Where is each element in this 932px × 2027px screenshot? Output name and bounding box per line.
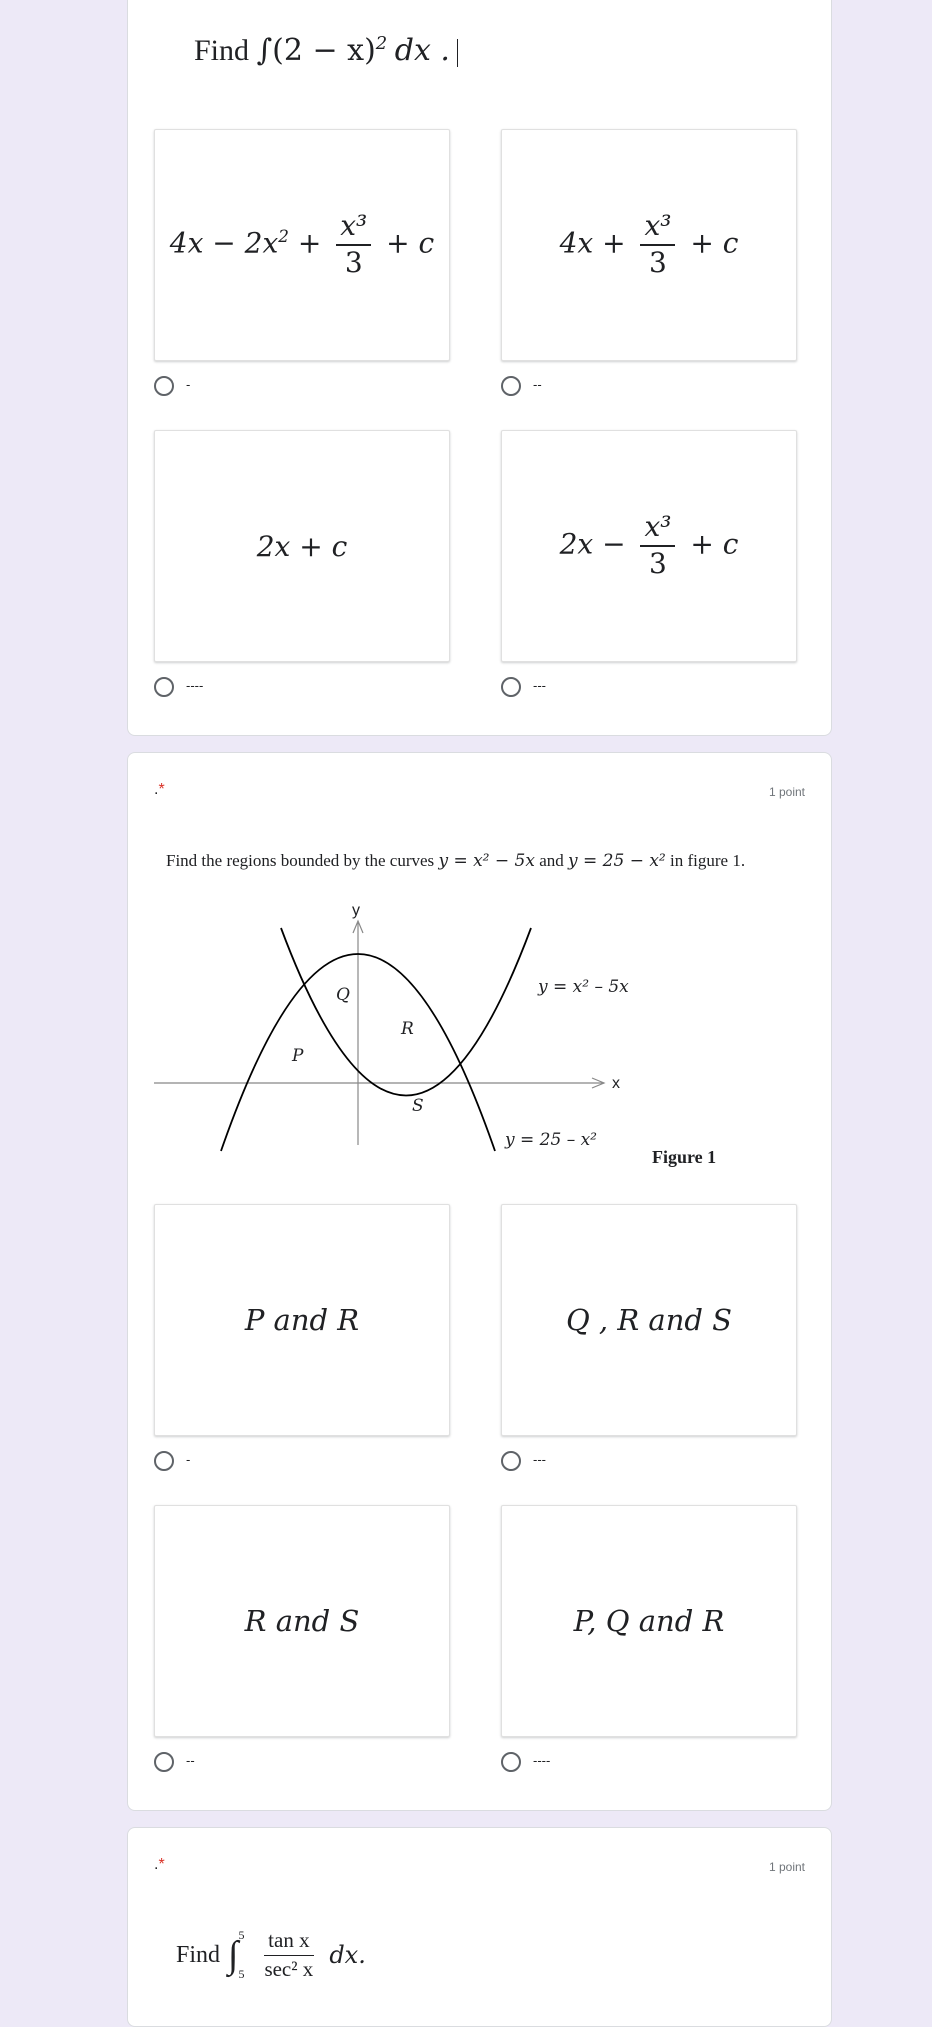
region-label-r: R <box>401 1019 414 1039</box>
q1-option-b-den: 3 <box>649 246 667 279</box>
q1-option-a-num: x³ <box>336 211 371 246</box>
q2-title-dot: . <box>154 781 159 798</box>
q1-option-d-tail: + c <box>690 527 739 561</box>
q3-title-dot: . <box>154 1856 159 1873</box>
q3-int-lower: 5 <box>238 1967 245 1981</box>
q2-figure-caption: Figure 1 <box>652 1147 717 1167</box>
q2-option-d-radio[interactable] <box>501 1752 521 1772</box>
q2-fig-eq2: y = 25 – x² <box>505 1130 597 1150</box>
q2-option-b-image[interactable] <box>501 1204 797 1436</box>
q2-option-a-image[interactable] <box>154 1204 450 1436</box>
question-card-3 <box>127 1827 832 2027</box>
region-label-q: Q <box>336 985 350 1005</box>
q1-option-b-radio[interactable] <box>501 376 521 396</box>
q1-option-b-part1: 4x + <box>559 226 626 260</box>
q1-option-d-image[interactable] <box>501 430 797 662</box>
q1-option-b-expr <box>560 211 739 279</box>
q2-prompt-tail: in figure 1. <box>670 851 746 870</box>
q2-points: 1 point <box>768 785 805 799</box>
q1-option-a-sup: 2 <box>278 226 289 247</box>
q2-option-c-text: R and S <box>244 1604 360 1638</box>
region-label-p: P <box>292 1046 304 1066</box>
q2-option-d-text: P, Q and R <box>573 1604 725 1638</box>
q1-prompt-math: ∫(2 − x) <box>256 33 376 68</box>
q1-option-a-plus: + <box>297 226 322 260</box>
q2-prompt <box>166 851 745 871</box>
q2-curve2: y = 25 − x² <box>568 851 666 871</box>
q2-option-b-radio[interactable] <box>501 1451 521 1471</box>
q1-option-a-den: 3 <box>344 246 363 279</box>
q1-option-b-num: x³ <box>640 211 675 246</box>
q3-prompt <box>176 1928 366 1982</box>
q1-option-d-radio[interactable] <box>501 677 521 697</box>
q1-option-c-image[interactable] <box>154 430 450 662</box>
q3-prompt-word: Find <box>176 1941 221 1968</box>
question-card-1 <box>127 0 832 736</box>
q1-option-d-den: 3 <box>649 547 667 580</box>
q2-option-a-radio[interactable] <box>154 1451 174 1471</box>
q1-option-c-radio[interactable] <box>154 677 174 697</box>
q1-option-c-expr: 2x + c <box>256 529 348 563</box>
q1-option-a-label: - <box>186 377 191 392</box>
q1-prompt-exp: 2 <box>375 33 388 54</box>
q2-option-b-label: --- <box>533 1452 546 1467</box>
q1-option-a-image[interactable] <box>154 129 450 361</box>
q1-option-b-image[interactable] <box>501 129 797 361</box>
q1-option-a-expr <box>170 211 434 279</box>
q1-option-b-tail: + c <box>690 226 739 260</box>
q1-prompt-tail: dx . <box>394 33 450 68</box>
q2-required-mark: * <box>158 781 165 798</box>
y-axis-label: y <box>352 902 360 919</box>
q2-option-c-radio[interactable] <box>154 1752 174 1772</box>
q2-prompt-text: Find the regions bounded by the curves <box>166 851 435 870</box>
q3-tail: dx. <box>329 1941 366 1969</box>
text-cursor <box>457 39 458 67</box>
x-axis-label: x <box>612 1075 620 1092</box>
q2-option-a-label: - <box>186 1452 191 1467</box>
q1-option-a-tail: + c <box>386 226 435 260</box>
question-card-2 <box>127 752 832 1811</box>
q2-option-c-label: -- <box>186 1753 195 1768</box>
q1-option-a-part1: 4x − 2x <box>169 226 279 260</box>
q2-curve1: y = x² − 5x <box>438 851 535 871</box>
curve-y-x2-minus-5x <box>281 928 531 1096</box>
q3-title <box>154 1856 165 1874</box>
q2-option-d-image[interactable] <box>501 1505 797 1737</box>
q1-option-b-label: -- <box>533 377 542 392</box>
q1-option-c-label: ---- <box>186 678 204 693</box>
q3-frac-den: sec² x <box>264 1956 314 1981</box>
q2-prompt-and: and <box>539 851 564 870</box>
q3-required-mark: * <box>158 1856 165 1873</box>
q1-prompt <box>194 33 458 68</box>
q1-prompt-word: Find <box>194 34 250 67</box>
q1-option-d-part1: 2x − <box>559 527 626 561</box>
q1-option-d-num: x³ <box>640 512 675 547</box>
region-label-s: S <box>412 1096 424 1116</box>
q2-option-b-text: Q , R and S <box>565 1303 733 1337</box>
q2-fig-eq1: y = x² – 5x <box>538 977 629 997</box>
q3-frac-num: tan x <box>264 1929 313 1955</box>
q3-int-upper: 5 <box>238 1928 245 1942</box>
q1-option-d-expr <box>560 512 739 580</box>
q2-option-c-image[interactable] <box>154 1505 450 1737</box>
integral-sign-icon: ∫ <box>228 1934 239 1976</box>
q2-title <box>154 781 165 799</box>
q2-option-d-label: ---- <box>533 1753 551 1768</box>
q2-option-a-text: P and R <box>244 1303 360 1337</box>
q1-option-d-label: --- <box>533 678 546 693</box>
q3-points: 1 point <box>768 1860 805 1874</box>
q1-option-a-radio[interactable] <box>154 376 174 396</box>
